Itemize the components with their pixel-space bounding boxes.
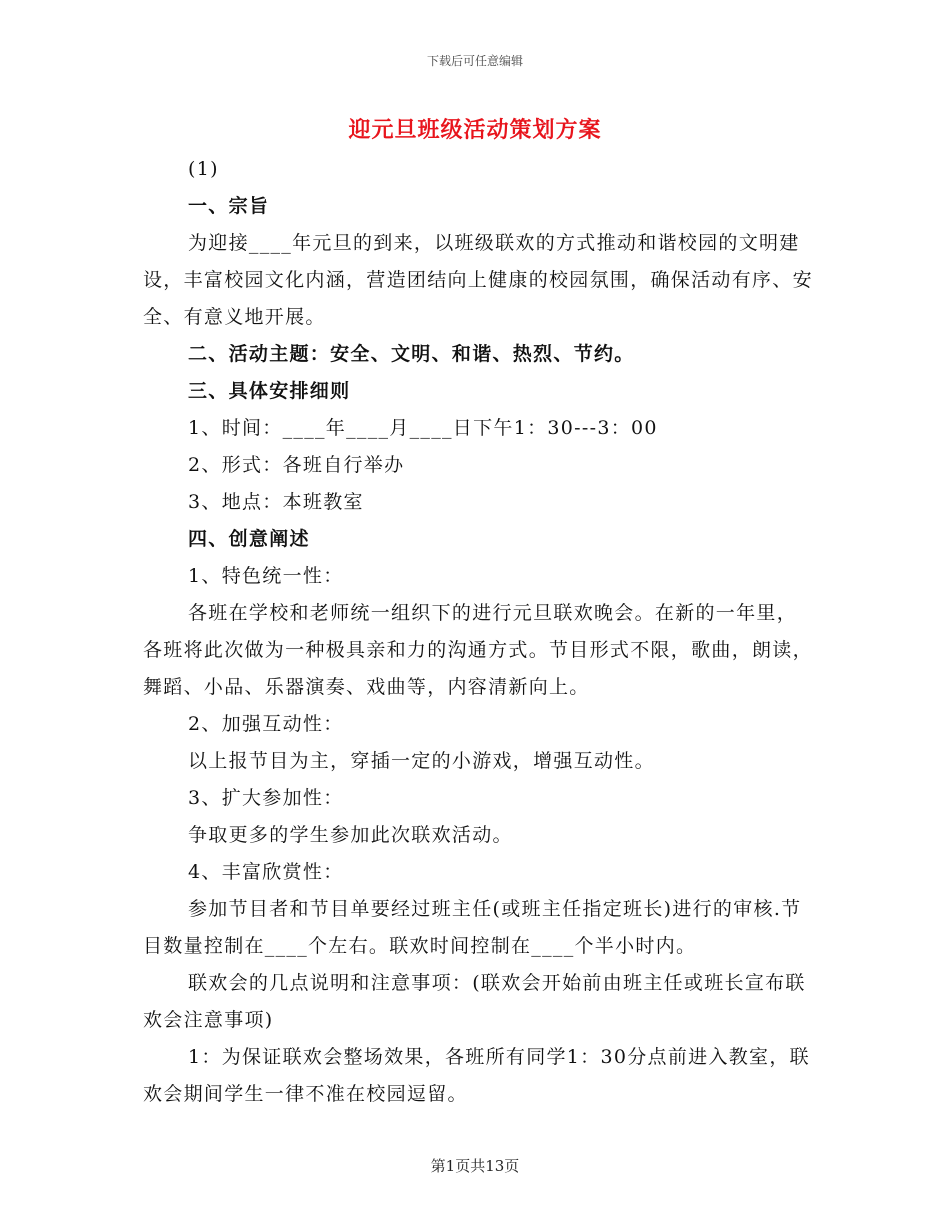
paragraph: 参加节目者和节目单要经过班主任(或班主任指定班长)进行的审核.节目数量控制在____个左右。联欢时间控制在____个半小时内。 <box>143 898 802 957</box>
document-body <box>143 151 815 1113</box>
section-heading: 一、宗旨 <box>188 195 270 217</box>
document-title: 迎元旦班级活动策划方案 <box>348 117 602 143</box>
section-heading: 四、创意阐述 <box>188 528 310 550</box>
paragraph: 争取更多的学生参加此次联欢活动。 <box>188 824 513 846</box>
paragraph: 2、形式：各班自行举办 <box>188 454 405 476</box>
section-heading: 三、具体安排细则 <box>188 380 351 402</box>
paragraph: 各班在学校和老师统一组织下的进行元旦联欢晚会。在新的一年里，各班将此次做为一种极具亲和力的沟通方式。节目形式不限，歌曲，朗读，舞蹈、小品、乐器演奏、戏曲等，内容清新向上。 <box>143 602 813 698</box>
paragraph: 3、地点：本班教室 <box>188 491 364 513</box>
paragraph: 2、加强互动性： <box>188 713 344 735</box>
paragraph: 3、扩大参加性： <box>188 787 344 809</box>
paragraph: (1) <box>188 158 219 180</box>
paragraph: 1：为保证联欢会整场效果，各班所有同学1：30分点前进入教室，联欢会期间学生一律不准在校园逗留。 <box>143 1046 810 1105</box>
paragraph: 1、时间：____年____月____日下午1：30---3：00 <box>188 417 658 439</box>
paragraph: 联欢会的几点说明和注意事项：(联欢会开始前由班主任或班长宣布联欢会注意事项) <box>143 972 806 1031</box>
paragraph: 1、特色统一性： <box>188 565 344 587</box>
page-header-note: 下载后可任意编辑 <box>426 54 523 68</box>
page-number: 第1页共13页 <box>430 1157 520 1175</box>
paragraph: 为迎接____年元旦的到来，以班级联欢的方式推动和谐校园的文明建设，丰富校园文化内涵，营造团结向上健康的校园氛围，确保活动有序、安全、有意义地开展。 <box>143 232 813 328</box>
paragraph: 4、丰富欣赏性： <box>188 861 344 883</box>
section-heading: 二、活动主题：安全、文明、和谐、热烈、节约。 <box>188 343 635 365</box>
paragraph: 以上报节目为主，穿插一定的小游戏，增强互动性。 <box>188 750 655 772</box>
